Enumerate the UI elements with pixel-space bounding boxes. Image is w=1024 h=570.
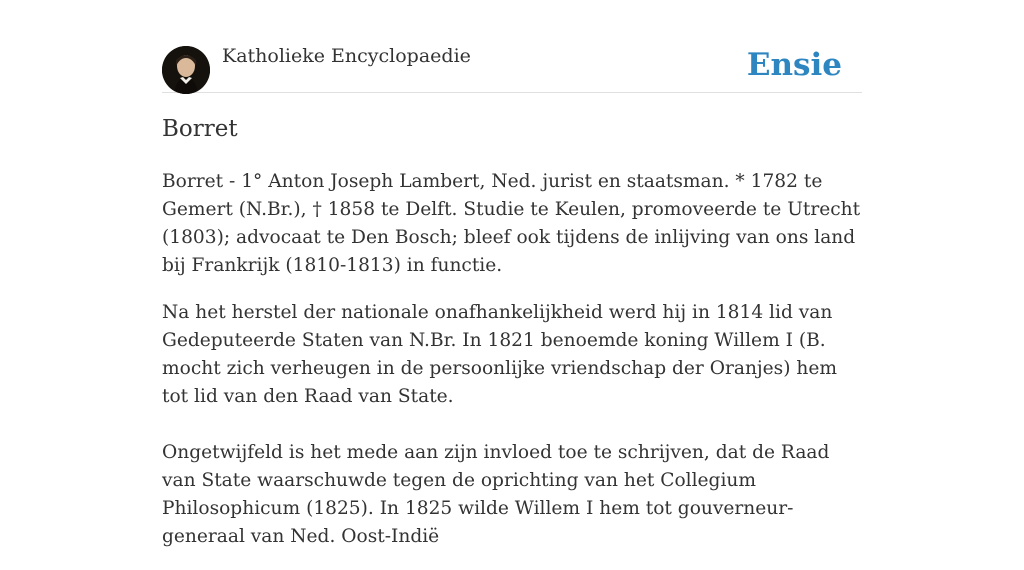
paragraph: Ongetwijfeld is het mede aan zijn invloed toe te schrijven, dat de Raad van State waarschuwde tegen de oprichting van het Collegium Philosophicum (1825). In 1825 wilde Willem I hem tot gouverneur-generaal van Ned. Oost-Indië — [162, 442, 830, 547]
paragraph: Borret - 1° Anton Joseph Lambert, Ned. jurist en staatsman. * 1782 te Gemert (N.Br.), † 1858 te Delft. Studie te Keulen, promoveerde te Utrecht (1803); advocaat te Den Bosch; bleef ook tijdens de inlijving van ons land bij Frankrijk (1810-1813) in functie. — [162, 171, 861, 276]
portrait-icon — [162, 46, 210, 94]
avatar[interactable] — [162, 46, 210, 94]
site-header — [162, 0, 862, 93]
paragraph: Na het herstel der nationale onafhankelijkheid werd hij in 1814 lid van Gedeputeerde Staten van N.Br. In 1821 benoemde koning Willem I (B. mocht zich verheugen in de persoonlijke vriendschap der Oranjes) hem tot lid van den Raad van State. — [162, 302, 838, 407]
page-title: Borret — [162, 116, 238, 142]
page-container — [162, 0, 862, 547]
site-name[interactable]: Katholieke Encyclopaedie — [222, 45, 471, 67]
brand-logo[interactable]: Ensie — [746, 47, 842, 83]
article-body — [162, 168, 862, 570]
